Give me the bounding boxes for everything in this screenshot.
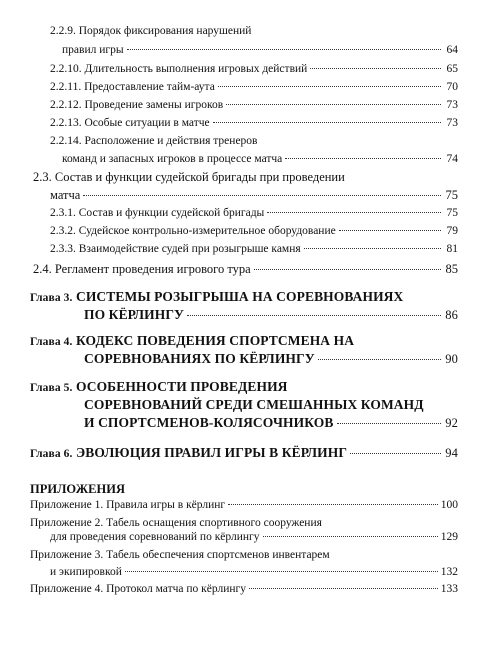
appendices-heading: ПРИЛОЖЕНИЯ (30, 482, 125, 496)
leader-dots (187, 315, 441, 316)
chapter-5-entry[interactable] (84, 416, 458, 430)
leader-dots (285, 158, 441, 159)
page-number: 86 (445, 308, 458, 322)
toc-entry-text: СОРЕВНОВАНИЯХ ПО КЁРЛИНГУ (84, 351, 315, 366)
toc-entry-2-2-13[interactable] (50, 116, 458, 130)
leader-dots (267, 212, 441, 213)
toc-entry-text: и экипировкой (50, 566, 122, 578)
toc-entry-2-3-3[interactable] (50, 242, 458, 256)
leader-dots (350, 453, 441, 454)
toc-entry-text: 2.2.11. Предоставление тайм-аута (50, 81, 215, 93)
chapter-label: Глава 6. (30, 448, 73, 460)
leader-dots (337, 423, 441, 424)
chapter-title-line: КОДЕКС ПОВЕДЕНИЯ СПОРТСМЕНА НА (75, 333, 355, 348)
appendix-3-entry[interactable] (50, 565, 458, 579)
leader-dots (125, 571, 438, 572)
toc-entry-text: Приложение 1. Правила игры в кёрлинг (30, 499, 226, 511)
chapter-title-line: ОСОБЕННОСТИ ПРОВЕДЕНИЯ (75, 379, 288, 394)
appendix-2-entry[interactable] (50, 530, 458, 544)
toc-entry-2-2-9-title: 2.2.9. Порядок фиксирования нарушений (50, 25, 252, 37)
leader-dots (318, 359, 441, 360)
toc-entry-text: 2.2.12. Проведение замены игроков (50, 99, 224, 111)
leader-dots (263, 536, 438, 537)
toc-entry-2-2-14[interactable] (62, 152, 458, 166)
leader-dots (339, 230, 441, 231)
leader-dots (213, 122, 441, 123)
chapter-5-title (30, 380, 288, 395)
toc-entry-text: 2.4. Регламент проведения игрового тура (33, 262, 251, 276)
toc-entry-text: 2.3.2. Судейское контрольно-измерительное оборудование (50, 225, 336, 237)
toc-entry-2-3-title: 2.3. Состав и функции судейской бригады при проведении (33, 170, 345, 184)
page-number: 100 (440, 499, 458, 511)
leader-dots (304, 248, 441, 249)
chapter-3-entry[interactable] (84, 308, 458, 322)
toc-entry-text: для проведения соревнований по кёрлингу (50, 531, 260, 543)
toc-entry-text: команд и запасных игроков в процессе матча (62, 153, 283, 165)
chapter-label: Глава 3. (30, 292, 73, 304)
page-number: 75 (445, 188, 458, 202)
appendix-1-entry[interactable] (30, 498, 458, 512)
page-number: 70 (446, 81, 458, 93)
page-number: 74 (446, 153, 458, 165)
page-number: 133 (440, 583, 458, 595)
leader-dots (310, 68, 441, 69)
toc-entry-text: И СПОРТСМЕНОВ-КОЛЯСОЧНИКОВ (84, 415, 334, 430)
toc-entry-2-3-2[interactable] (50, 224, 458, 238)
appendix-4-entry[interactable] (30, 582, 458, 596)
chapter-3-title (30, 290, 403, 305)
toc-entry-2-2-14-title: 2.2.14. Расположение и действия тренеров (50, 135, 258, 147)
toc-entry-text: 2.3.1. Состав и функции судейской бригады (50, 207, 265, 219)
page-number: 81 (446, 243, 458, 255)
leader-dots (228, 504, 438, 505)
chapter-title-line: СИСТЕМЫ РОЗЫГРЫША НА СОРЕВНОВАНИЯХ (75, 289, 404, 304)
toc-entry-2-2-10[interactable] (50, 62, 458, 76)
page-number: 85 (445, 262, 458, 276)
toc-entry-text: ПО КЁРЛИНГУ (84, 307, 185, 322)
toc-entry-text: правил игры (62, 44, 124, 56)
toc-entry-2-2-9[interactable] (62, 43, 458, 57)
chapter-4-title (30, 334, 354, 349)
toc-entry-2-2-11[interactable] (50, 80, 458, 94)
toc-entry-text: 2.2.13. Особые ситуации в матче (50, 117, 210, 129)
page-number: 64 (446, 44, 458, 56)
page-number: 92 (445, 416, 458, 430)
page-number: 73 (446, 117, 458, 129)
chapter-4-entry[interactable] (84, 352, 458, 366)
page-number: 94 (445, 446, 458, 460)
appendix-3-title: Приложение 3. Табель обеспечения спортсменов инвентарем (30, 549, 330, 561)
page-number: 90 (445, 352, 458, 366)
toc-entry-2-4[interactable] (33, 262, 458, 276)
page-number: 75 (446, 207, 458, 219)
page-number: 79 (446, 225, 458, 237)
leader-dots (249, 588, 438, 589)
page-number: 129 (440, 531, 458, 543)
appendix-2-title: Приложение 2. Табель оснащения спортивного сооружения (30, 517, 322, 529)
chapter-label: Глава 5. (30, 382, 73, 394)
page-number: 73 (446, 99, 458, 111)
toc-entry-text (30, 446, 347, 461)
page-number: 65 (446, 63, 458, 75)
leader-dots (226, 104, 441, 105)
chapter-5-title-line-2: СОРЕВНОВАНИЙ СРЕДИ СМЕШАННЫХ КОМАНД (84, 397, 424, 412)
toc-entry-2-3-1[interactable] (50, 206, 458, 220)
leader-dots (83, 195, 441, 196)
page-number: 132 (440, 566, 458, 578)
toc-entry-2-2-12[interactable] (50, 98, 458, 112)
chapter-title-line: ЭВОЛЮЦИЯ ПРАВИЛ ИГРЫ В КЁРЛИНГ (75, 445, 348, 460)
toc-entry-text: 2.3.3. Взаимодействие судей при розыгрыше камня (50, 243, 301, 255)
leader-dots (254, 269, 441, 270)
chapter-label: Глава 4. (30, 336, 73, 348)
toc-entry-text: 2.2.10. Длительность выполнения игровых действий (50, 63, 308, 75)
chapter-6-entry[interactable] (30, 446, 458, 461)
toc-entry-2-3[interactable] (50, 188, 458, 202)
toc-entry-text: матча (50, 188, 81, 202)
toc-entry-text: Приложение 4. Протокол матча по кёрлингу (30, 583, 246, 595)
leader-dots (127, 49, 441, 50)
leader-dots (218, 86, 441, 87)
